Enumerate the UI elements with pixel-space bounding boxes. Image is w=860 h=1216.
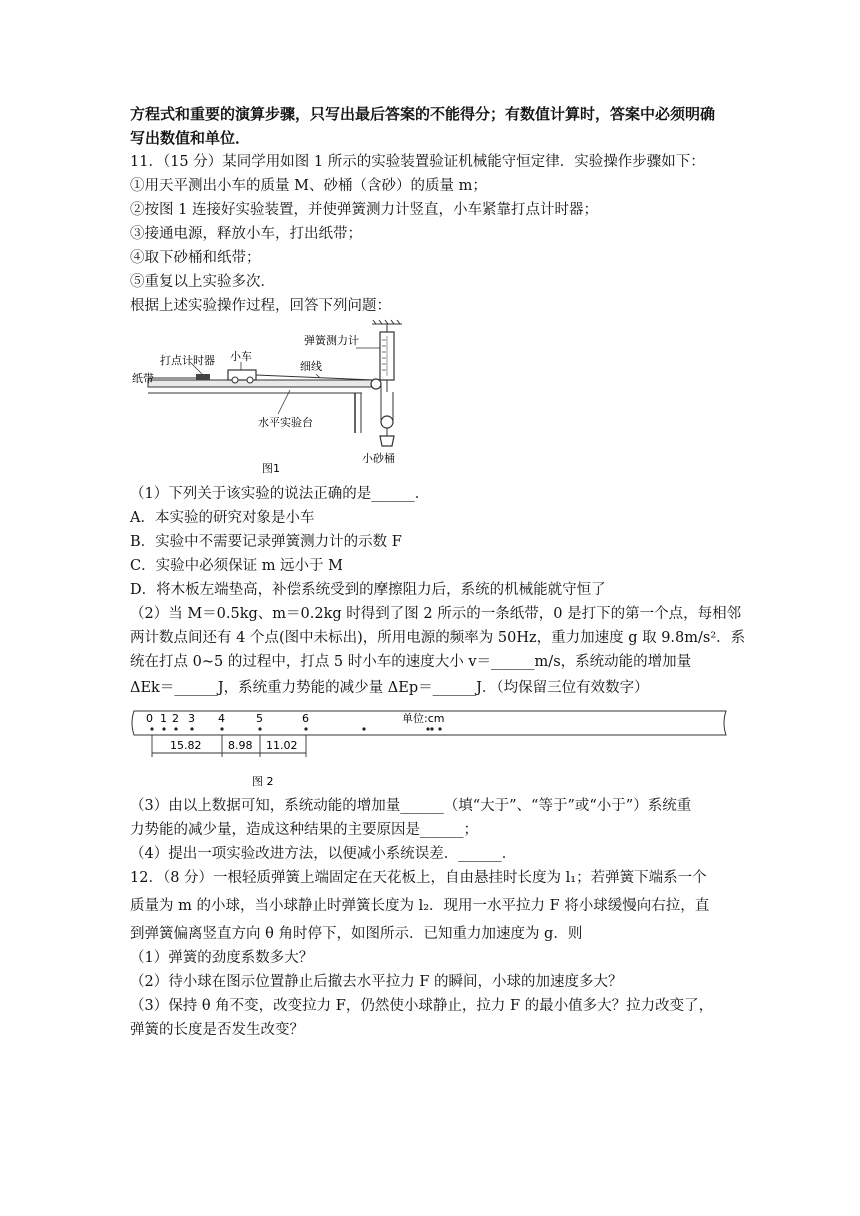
- tape-point-1: 1: [160, 712, 167, 725]
- q11-step-5: ⑤重复以上实验多次．: [130, 274, 275, 290]
- q11-option-a: A．本实验的研究对象是小车: [130, 510, 315, 526]
- ceiling-mount: [372, 320, 402, 332]
- label-tape: 纸带: [132, 372, 154, 385]
- instruction-line-2: 写出数值和单位．: [130, 129, 251, 147]
- sand-bucket: [380, 436, 394, 446]
- distance-4-5: 8.98: [228, 739, 253, 752]
- tape-point-2: 2: [172, 712, 179, 725]
- q11-option-c: C．实验中必须保证 m 远小于 M: [130, 558, 344, 574]
- figure-1-apparatus: [130, 318, 420, 478]
- q11-option-d: D．将木板左端垫高，补偿系统受到的摩擦阻力后，系统的机械能就守恒了: [130, 582, 606, 598]
- q11-step-2: ②按图 1 连接好实验装置，并使弹簧测力计竖直，小车紧靠打点计时器；: [130, 202, 598, 218]
- figure-1-caption: 图1: [262, 462, 280, 475]
- q12-line-2: 质量为 m 的小球，当小球静止时弹簧长度为 l₂．现用一水平拉力 F 将小球缓慢向右拉，直: [130, 898, 710, 914]
- tape-point-4: 4: [218, 712, 225, 725]
- tape-unit: 单位:cm: [402, 712, 445, 725]
- tape-point-0: 0: [146, 712, 153, 725]
- q11-part1-question: （1）下列关于该实验的说法正确的是______．: [130, 486, 430, 502]
- figure-2-caption: 图 2: [252, 775, 274, 788]
- label-string: 细线: [300, 360, 322, 373]
- q12-sub-1: （1）弹簧的劲度系数多大？: [130, 950, 314, 966]
- instruction-line-1: 方程式和重要的演算步骤，只写出最后答案的不能得分；有数值计算时，答案中必须明确: [130, 105, 716, 123]
- q11-prompt: 根据上述实验操作过程，回答下列问题：: [130, 298, 391, 314]
- q12-sub-3b: 弹簧的长度是否发生改变？: [130, 1022, 304, 1038]
- distance-5-6: 11.02: [266, 739, 298, 752]
- tape-point-3: 3: [188, 712, 195, 725]
- q12-line-3: 到弹簧偏离竖直方向 θ 角时停下，如图所示．已知重力加速度为 g．则: [130, 926, 583, 942]
- timer-box: [196, 374, 210, 380]
- q11-stem: 11．（15 分）某同学用如图 1 所示的实验装置验证机械能守恒定律．实验操作步骤如下：: [130, 154, 705, 170]
- q11-part4: （4）提出一项实验改进方法，以便减小系统误差．______．: [130, 846, 517, 862]
- spring-scale: [380, 332, 394, 392]
- q11-step-3: ③接通电源，释放小车，打出纸带；: [130, 226, 362, 242]
- q12-line-1: 12．（8 分）一根轻质弹簧上端固定在天花板上，自由悬挂时长度为 l₁；若弹簧下端系一个: [130, 870, 707, 886]
- q11-part2-line-1: （2）当 M＝0.5kg、m＝0.2kg 时得到了图 2 所示的一条纸带，0 是打下的第一个点，每相邻: [130, 606, 742, 622]
- q12-sub-2: （2）待小球在图示位置静止后撤去水平拉力 F 的瞬间，小球的加速度多大？: [130, 974, 623, 990]
- tape-point-5: 5: [256, 712, 263, 725]
- q11-part3-line-1: （3）由以上数据可知，系统动能的增加量______（填“大于”、“等于”或“小于”）系统重: [130, 798, 692, 814]
- label-bucket: 小砂桶: [362, 452, 395, 465]
- label-table: 水平实验台: [258, 416, 313, 429]
- label-cart: 小车: [230, 350, 252, 363]
- q11-step-1: ①用天平测出小车的质量 M、砂桶（含砂）的质量 m；: [130, 178, 487, 194]
- q11-part2-line-3: 统在打点 0~5 的过程中，打点 5 时小车的速度大小 v＝______m/s，系统动能的增加量: [130, 654, 692, 670]
- label-timer: 打点计时器: [160, 354, 215, 367]
- q12-sub-3a: （3）保持 θ 角不变，改变拉力 F，仍然使小球静止，拉力 F 的最小值多大？拉力改变了，: [130, 998, 714, 1014]
- q11-step-4: ④取下砂桶和纸带；: [130, 250, 261, 266]
- q11-part2-line-4: ΔEk＝______J，系统重力势能的减少量 ΔEp＝______J．（均保留三位有效数字）: [130, 680, 649, 696]
- q11-option-b: B．实验中不需要记录弹簧测力计的示数 F: [130, 534, 402, 550]
- table-pulley: [371, 379, 381, 389]
- tape-point-6: 6: [302, 712, 309, 725]
- distance-0-4: 15.82: [170, 739, 202, 752]
- figure-2-paper-tape: [130, 705, 730, 790]
- label-spring-scale: 弹簧测力计: [304, 334, 359, 347]
- q11-part3-line-2: 力势能的减少量，造成这种结果的主要原因是______；: [130, 822, 478, 838]
- string-line: [256, 375, 374, 380]
- q11-part2-line-2: 两计数点间还有 4 个点(图中未标出)，所用电源的频率为 50Hz，重力加速度 g 取 9.8m/s²．系: [130, 630, 746, 646]
